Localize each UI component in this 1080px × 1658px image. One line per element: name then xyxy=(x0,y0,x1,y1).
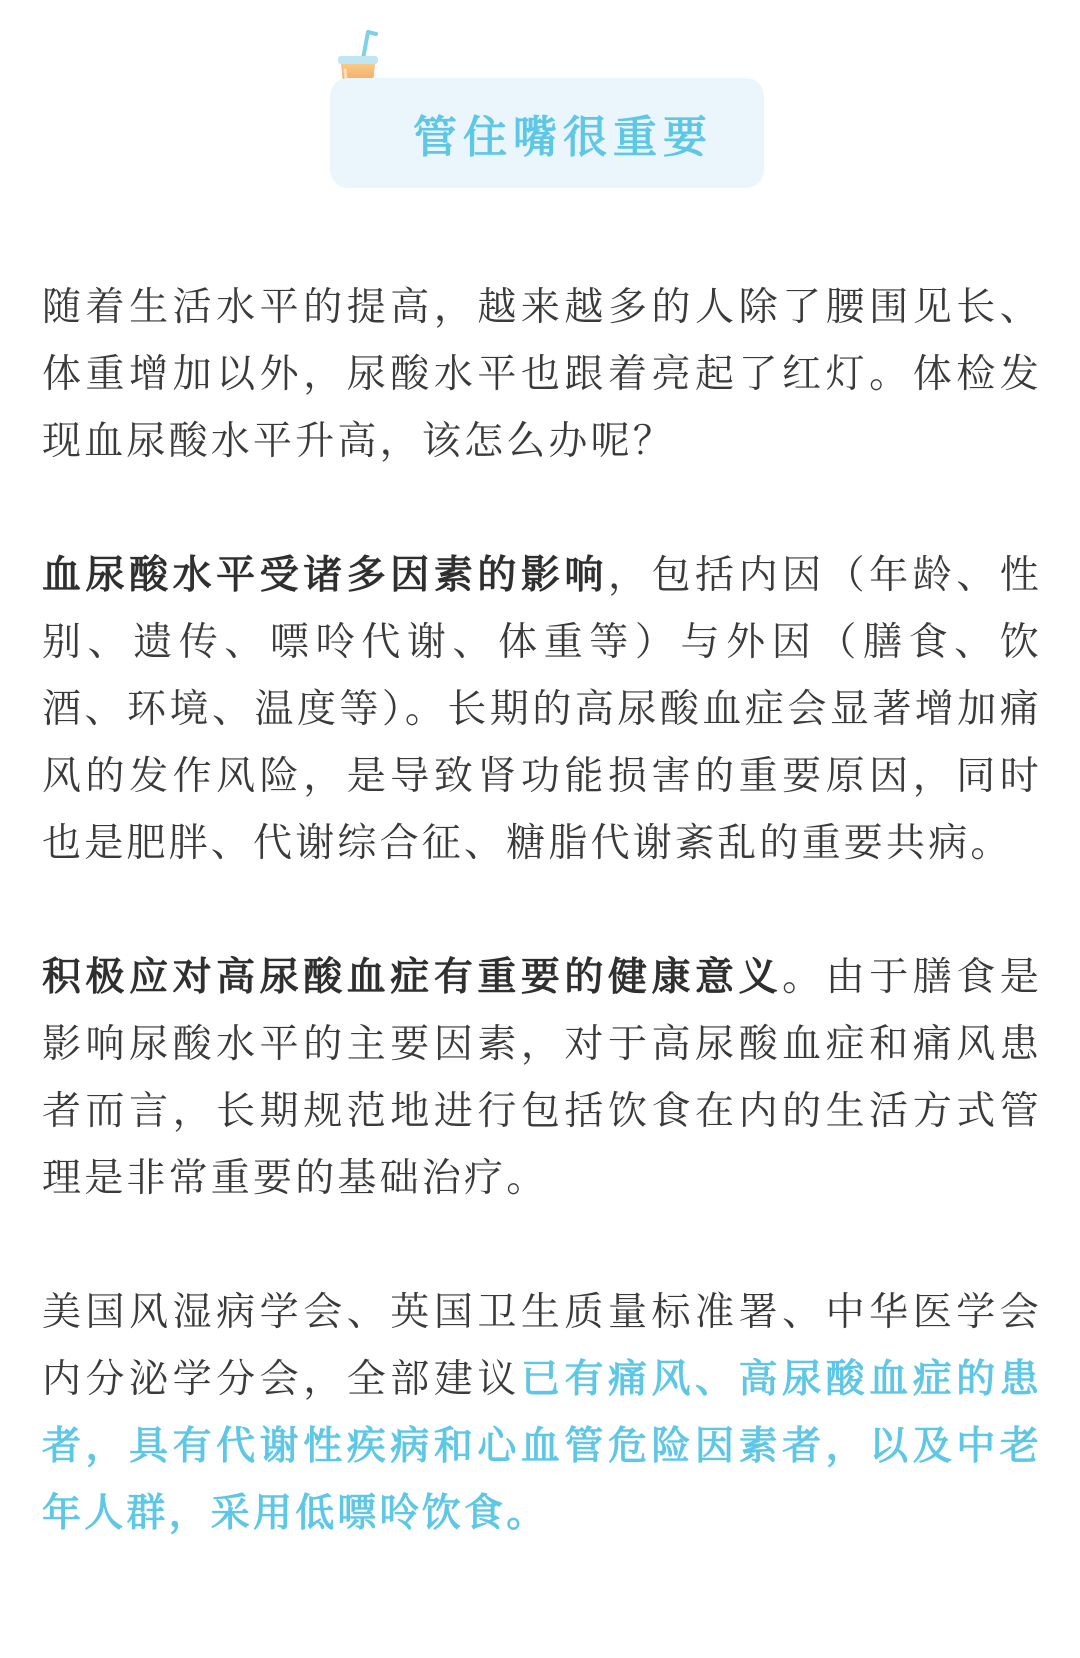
paragraph-significance-lead: 积极应对高尿酸血症有重要的健康意义 xyxy=(42,955,783,1000)
section-header xyxy=(330,78,764,188)
paragraph-factors xyxy=(42,542,1042,877)
paragraph-recommendation xyxy=(42,1279,1042,1547)
section-title: 管住嘴很重要 xyxy=(413,112,713,163)
paragraph-recommendation-text: 美国风湿病学会、英国卫生质量标准署、中华医学会内分泌学分会，全部建议 xyxy=(42,1290,1042,1402)
paragraph-intro xyxy=(42,274,1042,475)
paragraph-factors-text: ，包括内因（年龄、性别、遗传、嘌呤代谢、体重等）与外因（膳食、饮酒、环境、温度等）。长期的高尿酸血症会显著增加痛风的发作风险，是导致肾功能损害的重要原因，同时也是肥胖、代谢综合征、糖脂代谢紊乱的重要共病。 xyxy=(42,553,1042,866)
paragraph-recommendation-highlight: 已有痛风、高尿酸血症的患者，具有代谢性疾病和心血管危险因素者，以及中老年人群，采用低嘌呤饮食。 xyxy=(42,1357,1043,1536)
paragraph-factors-lead: 血尿酸水平受诸多因素的影响 xyxy=(42,553,608,598)
paragraph-intro-text: 随着生活水平的提高，越来越多的人除了腰围见长、体重增加以外，尿酸水平也跟着亮起了红灯。体检发现血尿酸水平升高，该怎么办呢？ xyxy=(42,285,1042,464)
paragraph-significance xyxy=(42,944,1042,1212)
paragraph-significance-text: 。由于膳食是影响尿酸水平的主要因素，对于高尿酸血症和痛风患者而言，长期规范地进行包括饮食在内的生活方式管理是非常重要的基础治疗。 xyxy=(42,955,1043,1201)
article-body xyxy=(42,274,1042,1547)
